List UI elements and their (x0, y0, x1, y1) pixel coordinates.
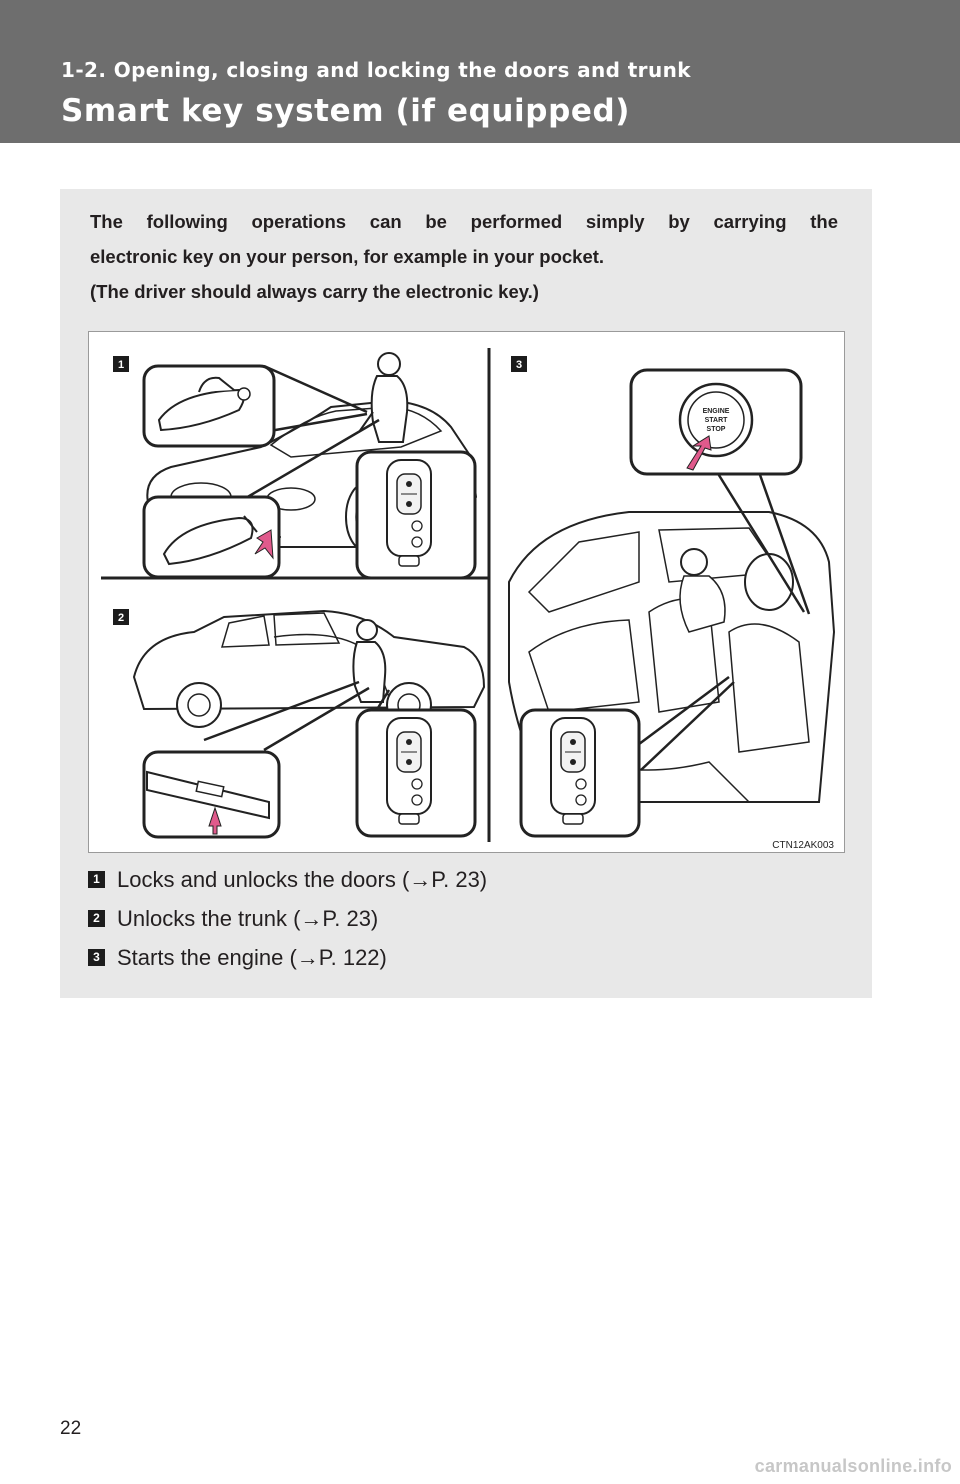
intro-line-1: The following operations can be performed simply by carrying the (90, 211, 838, 232)
engine-start-button-zoom (631, 370, 801, 474)
chapter-header (0, 0, 960, 143)
watermark: carmanualsonline.info (754, 1456, 952, 1476)
svg-text:ENGINE: ENGINE (702, 408, 730, 415)
svg-text:1: 1 (117, 359, 125, 371)
legend-text-1: Locks and unlocks the doors (→P. 23) (117, 866, 488, 892)
intro-line-3: (The driver should always carry the electronic key.) (90, 281, 539, 302)
key-fob-zoom-2 (357, 710, 475, 836)
key-fob-zoom-1 (357, 452, 475, 578)
panel-label-3 (511, 356, 527, 372)
page-title: Smart key system (if equipped) (61, 93, 631, 129)
panel-label-2 (113, 609, 129, 625)
svg-text:3: 3 (515, 359, 523, 371)
trunk-opener-zoom (144, 752, 279, 837)
illustration-svg (89, 332, 846, 854)
section-path: 1-2. Opening, closing and locking the doors and trunk (61, 58, 691, 82)
legend-number-1: 1 (88, 871, 105, 888)
panel-label-1 (113, 356, 129, 372)
intro-text (90, 204, 838, 309)
svg-text:2: 2 (117, 612, 125, 624)
page-number: 22 (60, 1418, 82, 1439)
smart-key-illustration (88, 331, 845, 853)
legend-item-1 (88, 860, 848, 899)
legend-text-2: Unlocks the trunk (→P. 23) (117, 905, 379, 931)
legend-number-3: 3 (88, 949, 105, 966)
door-handle-lock-zoom (144, 366, 274, 446)
legend (88, 860, 848, 977)
legend-number-2: 2 (88, 910, 105, 927)
legend-text-3: Starts the engine (→P. 122) (117, 944, 387, 970)
legend-item-2 (88, 899, 848, 938)
intro-line-2: electronic key on your person, for example in your pocket. (90, 246, 605, 267)
legend-item-3 (88, 938, 848, 977)
svg-text:STOP: STOP (706, 426, 726, 433)
svg-text:START: START (704, 417, 728, 424)
figure-code: CTN12AK003 (772, 840, 834, 851)
key-fob-zoom-3 (521, 710, 639, 836)
door-handle-unlock-zoom (144, 497, 279, 577)
